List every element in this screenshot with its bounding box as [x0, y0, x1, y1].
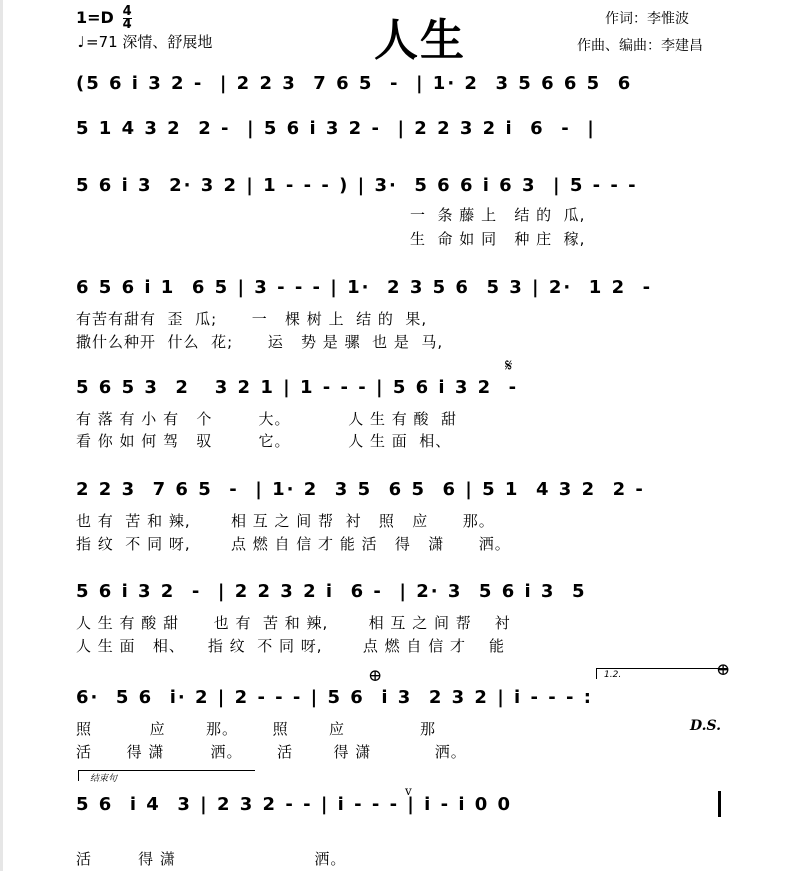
score-line-1 [76, 64, 719, 104]
lyric-line-4a: 有苦有甜有 歪 瓜; 一 棵 树 上 结 的 果, [76, 310, 428, 328]
score-line-9 [76, 785, 719, 825]
score-line-6 [76, 470, 719, 510]
notation: 5 6 i 3 2· 3 2 | 1 - - - ) | 3· 5 6 6 i 6 3 | 5 - - - [76, 175, 638, 196]
coda-icon: ⊕ [716, 660, 731, 680]
ending-label: 结束句 [90, 774, 118, 784]
lyric-line-9: 活 得 潇 洒。 [76, 850, 347, 868]
score-line-5 [76, 368, 719, 408]
tempo-line [76, 31, 212, 53]
lyric-line-3a: 一 条 藤 上 结 的 瓜, [410, 206, 586, 224]
meter-top: 4 [122, 4, 132, 19]
key-signature [76, 6, 212, 31]
notation: 5 6 5 3 2 3 2 1 | 1 - - - | 5 6 i 3 2 - [76, 377, 519, 398]
lyric-line-3b: 生 命 如 同 种 庄 稼, [410, 230, 586, 248]
score-line-4 [76, 268, 719, 308]
coda-icon: ⊕ [368, 666, 383, 686]
credits [577, 6, 703, 60]
lyric-line-8a: 照 应 那。 照 应 那 [76, 720, 437, 738]
header-info [76, 6, 212, 53]
song-title: 人生 [374, 15, 466, 66]
lyric-line-7a: 人 生 有 酸 甜 也 有 苦 和 辣, 相 互 之 间 帮 衬 [76, 614, 511, 632]
tempo-text: =71 深情、舒展地 [86, 33, 213, 51]
lyricist: 作词：李惟波 [605, 11, 689, 27]
key-label: 1=D [76, 8, 114, 27]
notation: 6· 5 6 i· 2 | 2 - - - | 5 6 i 3 2 3 2 | i - - - : [76, 687, 593, 708]
score-line-8 [76, 678, 719, 718]
ds-marking: D.S. [689, 718, 721, 734]
notation: 5 6 i 3 2 - | 2 2 3 2 i 6 - | 2· 3 5 6 i 3 5 [76, 581, 587, 602]
volta-label: 1.2. [604, 670, 622, 680]
meter-bottom: 4 [122, 17, 132, 32]
lyric-line-7b: 人 生 面 相、 指 纹 不 同 呀, 点 燃 自 信 才 能 [76, 637, 506, 655]
lyric-line-5b: 看 你 如 何 驾 驭 它。 人 生 面 相、 [76, 432, 452, 450]
breath-mark: v [405, 784, 412, 798]
final-barline [718, 791, 721, 817]
lyric-line-6a: 也 有 苦 和 辣, 相 互 之 间 帮 衬 照 应 那。 [76, 512, 495, 530]
composer: 作曲、编曲：李建昌 [577, 38, 703, 54]
score-line-3 [76, 166, 719, 206]
segno-icon: 𝄋 [505, 356, 513, 376]
notation: 5 6 i 4 3 | 2 3 2 - - | i - - - | i - i 0 0 [76, 794, 513, 815]
page-border [0, 0, 3, 871]
lyric-line-4b: 撒什么种开 什么 花; 运 势 是 骡 也 是 马, [76, 333, 444, 351]
quarter-note-icon: ♩ [77, 33, 85, 51]
time-signature [123, 6, 132, 31]
lyric-line-8b: 活 得 潇 洒。 活 得 潇 洒。 [76, 743, 467, 761]
score-line-2 [76, 109, 719, 149]
notation: 5 1 4 3 2 2 - | 5 6 i 3 2 - | 2 2 3 2 i 6 - | [76, 118, 596, 139]
notation: 2 2 3 7 6 5 - | 1· 2 3 5 6 5 6 | 5 1 4 3 2 2 - [76, 479, 645, 500]
lyric-line-5a: 有 落 有 小 有 个 大。 人 生 有 酸 甜 [76, 410, 458, 428]
lyric-line-6b: 指 纹 不 同 呀, 点 燃 自 信 才 能 活 得 潇 洒。 [76, 535, 511, 553]
notation: (5 6 i 3 2 - | 2 2 3 7 6 5 - | 1· 2 3 5 6 6 5 6 [76, 73, 633, 94]
notation: 6 5 6 i 1 6 5 | 3 - - - | 1· 2 3 5 6 5 3 | 2· 1 2 - [76, 277, 653, 298]
score-line-7 [76, 572, 719, 612]
